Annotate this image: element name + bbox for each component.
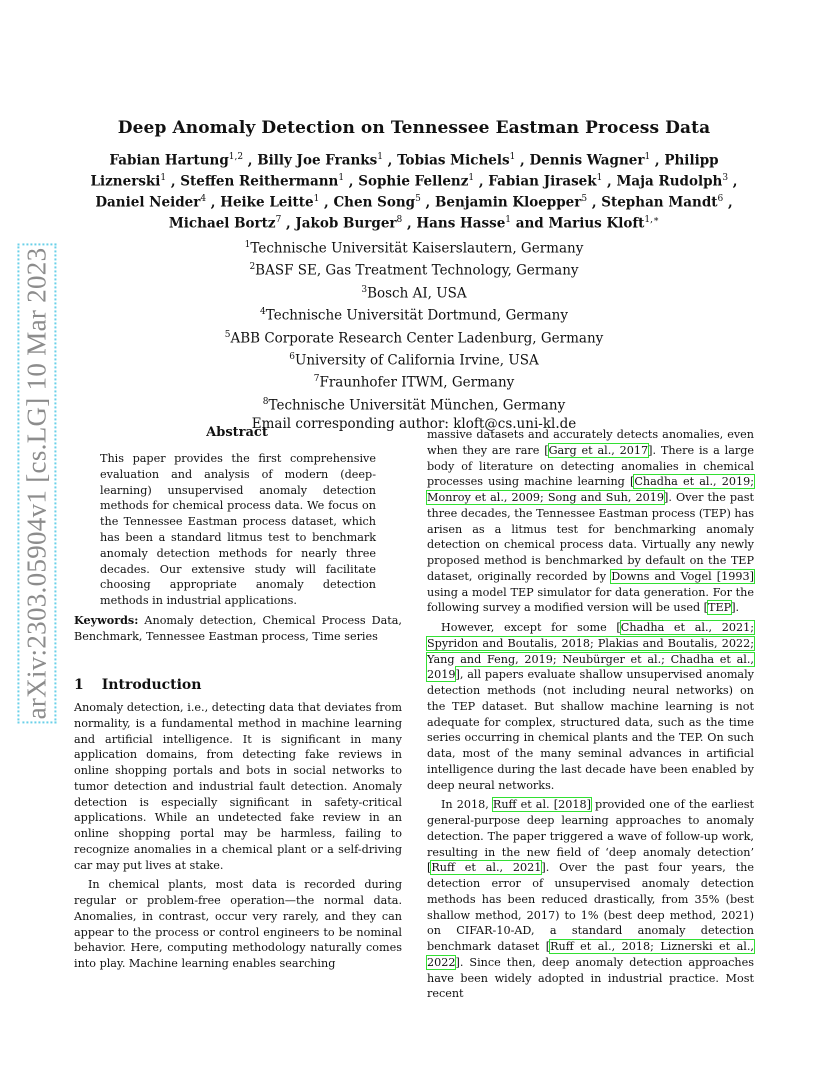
author: Steffen Reithermann: [180, 173, 339, 190]
author: Michael Bortz: [168, 215, 276, 232]
citation-link[interactable]: Ruff et al., 2021: [431, 861, 542, 875]
abstract-text: This paper provides the first comprehensive evaluation and analysis of modern (deep-learning) unsupervised anomaly detection methods for chemical process data. We focus on the Tennessee Eastman process dataset, which has been a standard litmus test to benchmark anomaly detection methods for nearly three decades. Our extensive study will facilitate choosing appropriate anomaly detection methods in industrial applications.: [100, 452, 376, 608]
section-title: Introduction: [101, 677, 202, 693]
author: Sophie Fellenz: [358, 173, 469, 190]
author: Heike Leitte: [220, 194, 314, 211]
left-column-body: [74, 700, 402, 972]
email-line: Email corresponding author: kloft@cs.uni-kl.de: [251, 416, 577, 433]
paragraph: In 2018, Ruff et al. [2018] provided one of the earliest general-purpose deep learning approaches to anomaly detection. The paper triggered a wave of follow-up work, resulting in the new field of ‘deep anomaly detection’ [Ruff et al., 2021]. Over the past four years, the detection error of unsupervised anomaly detection methods has been reduced drastically, from 35% (best shallow method, 2017) to 1% (best deep method, 2021) on CIFAR-10-AD, a standard anomaly detection benchmark dataset [Ruff et al., 2018; Liznerski et al., 2022]. Since then, deep anomaly detection approaches have been widely adopted in industrial practice. Most recent: [427, 798, 755, 1001]
author: Stephan Mandt: [601, 194, 718, 211]
section-heading: [74, 677, 201, 693]
author: Maja Rudolph: [616, 173, 723, 190]
paper-title: Deep Anomaly Detection on Tennessee Eastman Process Data: [117, 118, 711, 138]
right-column-body: [427, 427, 754, 1002]
author: Hans Hasse: [416, 215, 506, 232]
keywords-text: Anomaly detection, Chemical Process Data, Benchmark, Tennessee Eastman process, Time series: [74, 614, 402, 643]
author: Dennis Wagner: [529, 152, 645, 169]
citation-link[interactable]: Ruff et al. [2018]: [492, 798, 591, 812]
citation-link[interactable]: TEP: [708, 601, 732, 615]
paragraph: However, except for some [Chadha et al., 2021; Spyridon and Boutalis, 2018; Plakias and Boutalis, 2022; Yang and Feng, 2019; Neubürger et al.; Chadha et al., 2019], all papers evaluate shallow unsupervised anomaly detection methods (not including neural networks) on the TEP dataset. But shallow machine learning is not adequate for complex, structured data, such as the time series occurring in chemical plants and the TEP. On such data, most of the many seminal advances in artificial intelligence during the last decade have been enabled by deep neural networks.: [427, 621, 755, 792]
citation-link[interactable]: Ruff et al., 2018; Liznerski et al., 2022: [427, 940, 754, 969]
section-number: 1: [74, 677, 84, 693]
affiliation: $^3$Bosch AI, USA: [361, 284, 467, 302]
paragraph: Anomaly detection, i.e., detecting data that deviates from normality, is a fundamental method in machine learning and artificial intelligence. It is significant in many application domains, from detecting fake reviews in online shopping portals and bots in social networks to tumor detection and industrial fault detection. Anomaly detection is especially significant in safety-critical applications. While an undetected fake review in an online shopping portal may be harmless, failing to recognize anomalies in a chemical plant or a self-driving car may put lives at stake.: [74, 701, 402, 872]
affiliation: $^5$ABB Corporate Research Center Ladenburg, Germany: [224, 329, 604, 347]
citation-link[interactable]: Garg et al., 2017: [548, 443, 649, 457]
citation-link[interactable]: Chadha et al., 2021; Spyridon and Boutalis, 2018; Plakias and Boutalis, 2022; Yang and Feng, 2019; Neubürger et al.; Chadha et al., 2019: [427, 621, 755, 682]
author: Benjamin Kloepper: [434, 194, 582, 211]
author: Chen Song: [333, 194, 416, 211]
abstract-heading: Abstract: [206, 425, 268, 440]
author: Jakob Burger: [295, 215, 397, 232]
affiliation: $^7$Fraunhofer ITWM, Germany: [313, 374, 515, 391]
author-list: Fabian Hartung$^{1,2}$ , Billy Joe Franks$^1$ , Tobias Michels$^1$ , Dennis Wagner$^1$ , Philipp Liznerski$^1$ , Steffen Reithermann$^1$ , Sophie Fellenz$^1$ , Fabian Jirasek$^1$ , Maja Rudolph$^3$ , Daniel Neider$^4$ , Heike Leitte$^1$ , Chen Song$^5$ , Benjamin Kloepper$^5$ , Stephan Mandt$^6$ , Michael Bortz$^7$ , Jakob Burger$^8$ , Hans Hasse$^1$ and Marius Kloft$^{1,∗}$: [90, 152, 738, 232]
affiliation: $^1$Technische Universität Kaiserslautern, Germany: [244, 240, 584, 257]
affiliation: $^8$Technische Universität München, Germany: [262, 396, 566, 414]
paragraph: massive datasets and accurately detects anomalies, even when they are rare [Garg et al., 2017]. There is a large body of literature on detecting anomalies in chemical processes using machine learning [Chadha et al., 2019; Monroy et al., 2009; Song and Suh, 2019]. Over the past three decades, the Tennessee Eastman process (TEP) has arisen as a litmus test for benchmarking anomaly detection on chemical process data. Virtually any newly proposed method is benchmarked by default on the TEP dataset, originally recorded by Downs and Vogel [1993] using a model TEP simulator for data generation. For the following survey a modified version will be used [TEP].: [427, 428, 755, 615]
affiliation: $^2$BASF SE, Gas Treatment Technology, Germany: [249, 262, 579, 279]
author: Marius Kloft: [548, 215, 645, 232]
author: Daniel Neider: [95, 194, 201, 211]
keywords-label: Keywords:: [74, 613, 139, 627]
author: Fabian Hartung: [109, 152, 229, 169]
author: Philipp Liznerski: [90, 152, 719, 190]
keywords: [74, 613, 402, 645]
paragraph: In chemical plants, most data is recorded during regular or problem-free operation—the normal data. Anomalies, in contrast, occur very rarely, and they can appear to the process or control engineers to be nominal behavior. Here, computing methodology naturally comes into play. Machine learning enables searching: [74, 878, 402, 970]
arxiv-identifier-stamp: [21, 247, 52, 719]
affiliation: $^4$Technische Universität Dortmund, Germany: [260, 307, 568, 324]
affiliation: $^6$University of California Irvine, USA: [289, 352, 539, 369]
citation-link[interactable]: Downs and Vogel [1993]: [611, 569, 755, 583]
author: Tobias Michels: [397, 152, 510, 169]
affiliations: [150, 236, 678, 434]
citation-link[interactable]: Chadha et al., 2019; Monroy et al., 2009; Song and Suh, 2019: [427, 475, 754, 504]
author: Fabian Jirasek: [488, 173, 597, 190]
arxiv-id-text: arXiv:2303.05904v1 [cs.LG] 10 Mar 2023: [21, 247, 52, 719]
author: Billy Joe Franks: [257, 152, 378, 169]
